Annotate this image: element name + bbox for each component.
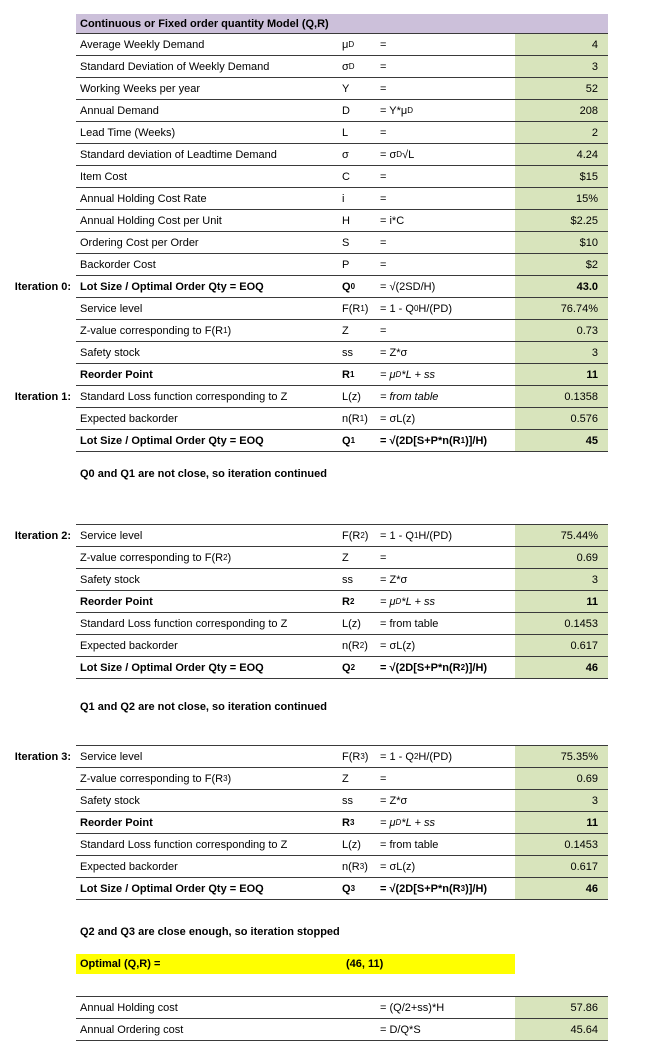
table-row (0, 812, 649, 834)
annual-costs-table (0, 996, 649, 1041)
sheet-title[interactable]: Continuous or Fixed order quantity Model (Q,R) (76, 14, 608, 34)
table-row (0, 34, 649, 56)
table-row (0, 1019, 649, 1041)
row-symbol-cell[interactable]: R 2 (342, 595, 355, 608)
row-label-cell[interactable]: Standard Loss function corresponding to Z (80, 838, 288, 851)
row-value-cell[interactable]: 43.0 (515, 276, 608, 297)
row-symbol-cell[interactable]: L(z) (342, 617, 361, 630)
table-row (0, 996, 649, 1019)
note-q0-q1[interactable]: Q0 and Q1 are not close, so iteration continued (80, 468, 327, 480)
table-row (0, 166, 649, 188)
row-formula-cell[interactable]: = σL(z) (380, 412, 416, 425)
row-value-cell[interactable]: 3 (515, 342, 608, 363)
table-row (0, 569, 649, 591)
row-symbol-cell[interactable]: ss (342, 573, 353, 586)
row-formula-cell[interactable]: = 1 - Q 0 H/(PD) (380, 302, 452, 315)
table-row (0, 790, 649, 812)
row-formula-cell[interactable]: = √(2SD/H) (380, 280, 436, 293)
iteration-label (0, 856, 76, 878)
iteration-label (0, 547, 76, 569)
row-label-cell[interactable]: Working Weeks per year (80, 82, 201, 95)
row-label-cell[interactable]: Standard Loss function corresponding to Z (80, 617, 288, 630)
iteration-label (0, 1019, 76, 1041)
table-row (0, 100, 649, 122)
row-value-cell[interactable]: 0.69 (515, 547, 608, 568)
row-symbol-cell[interactable]: F(R 3 ) (342, 750, 369, 763)
row-value-cell[interactable]: 208 (515, 100, 608, 121)
row-value-cell[interactable]: $10 (515, 232, 608, 253)
table-row (0, 745, 649, 768)
iteration-label (0, 166, 76, 188)
table-row (0, 408, 649, 430)
row-formula-cell[interactable]: = (380, 126, 387, 139)
iteration-label (0, 812, 76, 834)
row-label-cell[interactable]: Reorder Point (80, 816, 153, 829)
row-symbol-cell[interactable]: Z (342, 324, 349, 337)
iteration-label (0, 342, 76, 364)
row-value-cell[interactable]: 11 (515, 812, 608, 833)
row-value-cell[interactable]: 75.35% (515, 746, 608, 767)
table-row (0, 834, 649, 856)
table-row (0, 298, 649, 320)
iteration-label[interactable]: Iteration 1: (14, 391, 71, 403)
row-formula-cell[interactable]: = Z*σ (380, 573, 408, 586)
row-label-cell[interactable]: Annual Ordering cost (80, 1023, 184, 1036)
table-row (0, 254, 649, 276)
row-value-cell[interactable]: $2 (515, 254, 608, 275)
parameters-and-iterations-0-1-table (0, 34, 649, 452)
row-formula-cell[interactable]: = √(2D[S+P*n(R 3 )]/H) (380, 882, 488, 895)
row-value-cell[interactable]: 0.617 (515, 635, 608, 656)
table-row (0, 547, 649, 569)
iteration-label (0, 298, 76, 320)
row-formula-cell[interactable]: = σL(z) (380, 860, 416, 873)
iteration-label (0, 834, 76, 856)
row-formula-cell[interactable]: = from table (380, 838, 439, 851)
table-row (0, 613, 649, 635)
row-value-cell[interactable]: 15% (515, 188, 608, 209)
row-label-cell[interactable]: Annual Holding Cost per Unit (80, 214, 222, 227)
row-formula-cell[interactable]: = (380, 324, 387, 337)
row-symbol-cell[interactable]: F(R 2 ) (342, 529, 369, 542)
row-label-cell[interactable]: Annual Holding cost (80, 1001, 178, 1014)
row-symbol-cell[interactable]: n(R 3 ) (342, 860, 368, 873)
iteration-label[interactable]: Iteration 3: (14, 750, 71, 763)
optimal-value: (46, 11) (346, 958, 384, 970)
row-value-cell[interactable]: 11 (515, 591, 608, 612)
row-label-cell[interactable]: Lot Size / Optimal Order Qty = EOQ (80, 434, 264, 447)
iteration-label[interactable]: Iteration 2: (14, 529, 71, 542)
table-row (0, 144, 649, 166)
gutter-cell (0, 954, 76, 974)
row-label-cell[interactable]: Z-value corresponding to F(R 1 ) (80, 324, 232, 337)
row-symbol-cell[interactable]: Q 2 (342, 661, 356, 674)
row-symbol-cell[interactable]: H (342, 214, 350, 227)
row-formula-cell[interactable]: = 1 - Q 1 H/(PD) (380, 529, 452, 542)
row-symbol-cell[interactable]: σ D (342, 60, 355, 73)
iteration-label (0, 408, 76, 430)
row-symbol-cell[interactable]: Q 1 (342, 434, 356, 447)
table-row (0, 591, 649, 613)
row-label-cell[interactable]: Z-value corresponding to F(R 3 ) (80, 772, 232, 785)
table-row (0, 122, 649, 144)
table-row (0, 856, 649, 878)
iteration-label (0, 613, 76, 635)
row-symbol-cell[interactable]: ss (342, 794, 353, 807)
iteration-label (0, 569, 76, 591)
row-symbol-cell[interactable]: R 1 (342, 368, 355, 381)
row-label-cell[interactable]: Service level (80, 750, 143, 763)
row-formula-cell[interactable]: = (380, 38, 387, 51)
row-label-cell[interactable]: Safety stock (80, 794, 140, 807)
row-symbol-cell[interactable]: n(R 1 ) (342, 412, 368, 425)
row-value-cell[interactable]: 4.24 (515, 144, 608, 165)
row-formula-cell[interactable]: = (380, 551, 387, 564)
row-label-cell[interactable]: Ordering Cost per Order (80, 236, 199, 249)
row-formula-cell[interactable]: = √(2D[S+P*n(R 1 )]/H) (380, 434, 488, 447)
iteration-label (0, 188, 76, 210)
row-formula-cell[interactable]: = Z*σ (380, 346, 408, 359)
row-formula-cell[interactable]: = (380, 60, 387, 73)
row-value-cell[interactable]: 46 (515, 657, 608, 678)
row-label-cell[interactable]: Safety stock (80, 346, 140, 359)
row-formula-cell[interactable]: = (Q/2+ss)*H (380, 1001, 445, 1014)
row-symbol-cell[interactable]: P (342, 258, 350, 271)
row-label-cell[interactable]: Expected backorder (80, 860, 178, 873)
table-row (0, 635, 649, 657)
row-label-cell[interactable]: Lot Size / Optimal Order Qty = EOQ (80, 882, 264, 895)
table-row (0, 210, 649, 232)
iteration-label (0, 210, 76, 232)
row-value-cell[interactable]: 52 (515, 78, 608, 99)
row-symbol-cell[interactable]: D (342, 104, 350, 117)
row-value-cell[interactable]: 75.44% (515, 525, 608, 546)
row-label-cell[interactable]: Service level (80, 302, 143, 315)
row-symbol-cell[interactable]: R 3 (342, 816, 355, 829)
row-symbol-cell[interactable]: L (342, 126, 349, 139)
row-value-cell[interactable]: 3 (515, 56, 608, 77)
iteration-label (0, 430, 76, 452)
row-label-cell[interactable]: Z-value corresponding to F(R 2 ) (80, 551, 232, 564)
gutter-cell (0, 14, 76, 34)
row-value-cell[interactable]: 76.74% (515, 298, 608, 319)
row-symbol-cell[interactable]: μ D (342, 38, 355, 51)
row-formula-cell[interactable]: = μ D *L + ss (380, 816, 436, 829)
table-row (0, 56, 649, 78)
iteration-label (0, 790, 76, 812)
table-row (0, 188, 649, 210)
iteration-label (0, 34, 76, 56)
table-row (0, 276, 649, 298)
row-label-cell[interactable]: Lead Time (Weeks) (80, 126, 176, 139)
table-row (0, 657, 649, 679)
iteration-label (0, 878, 76, 900)
iteration-label (0, 56, 76, 78)
row-label-cell[interactable]: Average Weekly Demand (80, 38, 205, 51)
row-label-cell[interactable]: Backorder Cost (80, 258, 156, 271)
table-row (0, 524, 649, 547)
row-label-cell[interactable]: Expected backorder (80, 639, 178, 652)
row-symbol-cell[interactable]: L(z) (342, 838, 361, 851)
iteration-label[interactable]: Iteration 0: (14, 281, 71, 293)
row-formula-cell[interactable]: = Z*σ (380, 794, 408, 807)
row-value-cell[interactable]: 3 (515, 790, 608, 811)
row-symbol-cell[interactable] (340, 1019, 378, 1040)
table-row (0, 320, 649, 342)
table-row (0, 364, 649, 386)
row-formula-cell[interactable]: = (380, 82, 387, 95)
iteration-label (0, 364, 76, 386)
note-q2-q3[interactable]: Q2 and Q3 are close enough, so iteration stopped (80, 926, 340, 938)
title-row (0, 14, 649, 34)
iteration-label (0, 591, 76, 613)
row-label-cell[interactable]: Service level (80, 529, 143, 542)
row-value-cell[interactable]: $2.25 (515, 210, 608, 231)
table-row (0, 430, 649, 452)
row-symbol-cell[interactable]: n(R 2 ) (342, 639, 368, 652)
row-value-cell[interactable]: 11 (515, 364, 608, 385)
iteration-3-table (0, 745, 649, 900)
table-row (0, 768, 649, 790)
row-symbol-cell[interactable]: Z (342, 772, 349, 785)
iteration-label (0, 254, 76, 276)
row-formula-cell[interactable]: = from table (380, 390, 439, 403)
optimal-result-row (0, 954, 649, 974)
row-value-cell[interactable]: 0.617 (515, 856, 608, 877)
iteration-label (0, 100, 76, 122)
row-value-cell[interactable]: 45 (515, 430, 608, 451)
row-label-cell[interactable]: Reorder Point (80, 368, 153, 381)
row-formula-cell[interactable]: = Y*μ D (380, 104, 414, 117)
iteration-label (0, 635, 76, 657)
row-formula-cell[interactable]: = D/Q*S (380, 1023, 421, 1036)
row-symbol-cell[interactable]: σ (342, 148, 349, 161)
iteration-2-table (0, 524, 649, 679)
row-formula-cell[interactable]: = (380, 192, 387, 205)
row-label-cell[interactable]: Standard Loss function corresponding to Z (80, 390, 288, 403)
iteration-label (0, 78, 76, 100)
row-label-cell[interactable]: Standard deviation of Leadtime Demand (80, 148, 277, 161)
row-label-cell[interactable]: Expected backorder (80, 412, 178, 425)
row-value-cell[interactable]: 0.69 (515, 768, 608, 789)
row-value-cell[interactable]: 0.1453 (515, 613, 608, 634)
table-row (0, 232, 649, 254)
row-value-cell[interactable]: $15 (515, 166, 608, 187)
iteration-label (0, 768, 76, 790)
row-label-cell[interactable]: Annual Demand (80, 104, 159, 117)
row-label-cell[interactable]: Annual Holding Cost Rate (80, 192, 207, 205)
row-formula-cell[interactable]: = 1 - Q 2 H/(PD) (380, 750, 452, 763)
row-value-cell[interactable]: 0.576 (515, 408, 608, 429)
iteration-label (0, 122, 76, 144)
row-formula-cell[interactable]: = (380, 258, 387, 271)
iteration-label (0, 996, 76, 1019)
row-label-cell[interactable]: Item Cost (80, 170, 128, 183)
row-value-cell[interactable]: 57.86 (515, 997, 608, 1018)
iteration-label (0, 657, 76, 679)
row-label-cell[interactable]: Reorder Point (80, 595, 153, 608)
row-symbol-cell[interactable]: Q 0 (342, 280, 356, 293)
table-row (0, 386, 649, 408)
table-row (0, 878, 649, 900)
note-q1-q2[interactable]: Q1 and Q2 are not close, so iteration continued (80, 701, 327, 713)
row-value-cell[interactable]: 0.1453 (515, 834, 608, 855)
row-formula-cell[interactable]: = μ D *L + ss (380, 595, 436, 608)
row-symbol-cell[interactable]: Y (342, 82, 350, 95)
row-formula-cell[interactable]: = i*C (380, 214, 405, 227)
row-symbol-cell[interactable]: i (342, 192, 345, 205)
row-symbol-cell[interactable]: L(z) (342, 390, 361, 403)
row-symbol-cell[interactable]: F(R 1 ) (342, 302, 369, 315)
row-formula-cell[interactable]: = σL(z) (380, 639, 416, 652)
row-formula-cell[interactable]: = from table (380, 617, 439, 630)
row-symbol-cell[interactable]: ss (342, 346, 353, 359)
row-label-cell[interactable]: Lot Size / Optimal Order Qty = EOQ (80, 661, 264, 674)
row-symbol-cell[interactable]: S (342, 236, 350, 249)
iteration-label (0, 144, 76, 166)
row-value-cell[interactable]: 2 (515, 122, 608, 143)
row-formula-cell[interactable]: = μ D *L + ss (380, 368, 436, 381)
row-symbol-cell[interactable]: C (342, 170, 350, 183)
row-label-cell[interactable]: Lot Size / Optimal Order Qty = EOQ (80, 280, 264, 293)
row-symbol-cell[interactable]: Z (342, 551, 349, 564)
row-formula-cell[interactable]: = √(2D[S+P*n(R 2 )]/H) (380, 661, 488, 674)
row-value-cell[interactable]: 0.73 (515, 320, 608, 341)
row-value-cell[interactable]: 45.64 (515, 1019, 608, 1040)
table-row (0, 342, 649, 364)
iteration-label (0, 320, 76, 342)
row-formula-cell[interactable]: = (380, 772, 387, 785)
row-value-cell[interactable]: 4 (515, 34, 608, 55)
row-value-cell[interactable]: 0.1358 (515, 386, 608, 407)
row-label-cell[interactable]: Safety stock (80, 573, 140, 586)
row-formula-cell[interactable]: = (380, 170, 387, 183)
row-value-cell[interactable]: 3 (515, 569, 608, 590)
row-value-cell[interactable]: 46 (515, 878, 608, 899)
optimal-label: Optimal (Q,R) = (80, 958, 161, 970)
row-formula-cell[interactable]: = σ D √L (380, 148, 415, 161)
iteration-label (0, 232, 76, 254)
table-row (0, 78, 649, 100)
row-label-cell[interactable]: Standard Deviation of Weekly Demand (80, 60, 270, 73)
optimal-highlight[interactable] (76, 954, 515, 974)
row-formula-cell[interactable]: = (380, 236, 387, 249)
row-symbol-cell[interactable] (340, 997, 378, 1018)
row-symbol-cell[interactable]: Q 3 (342, 882, 356, 895)
